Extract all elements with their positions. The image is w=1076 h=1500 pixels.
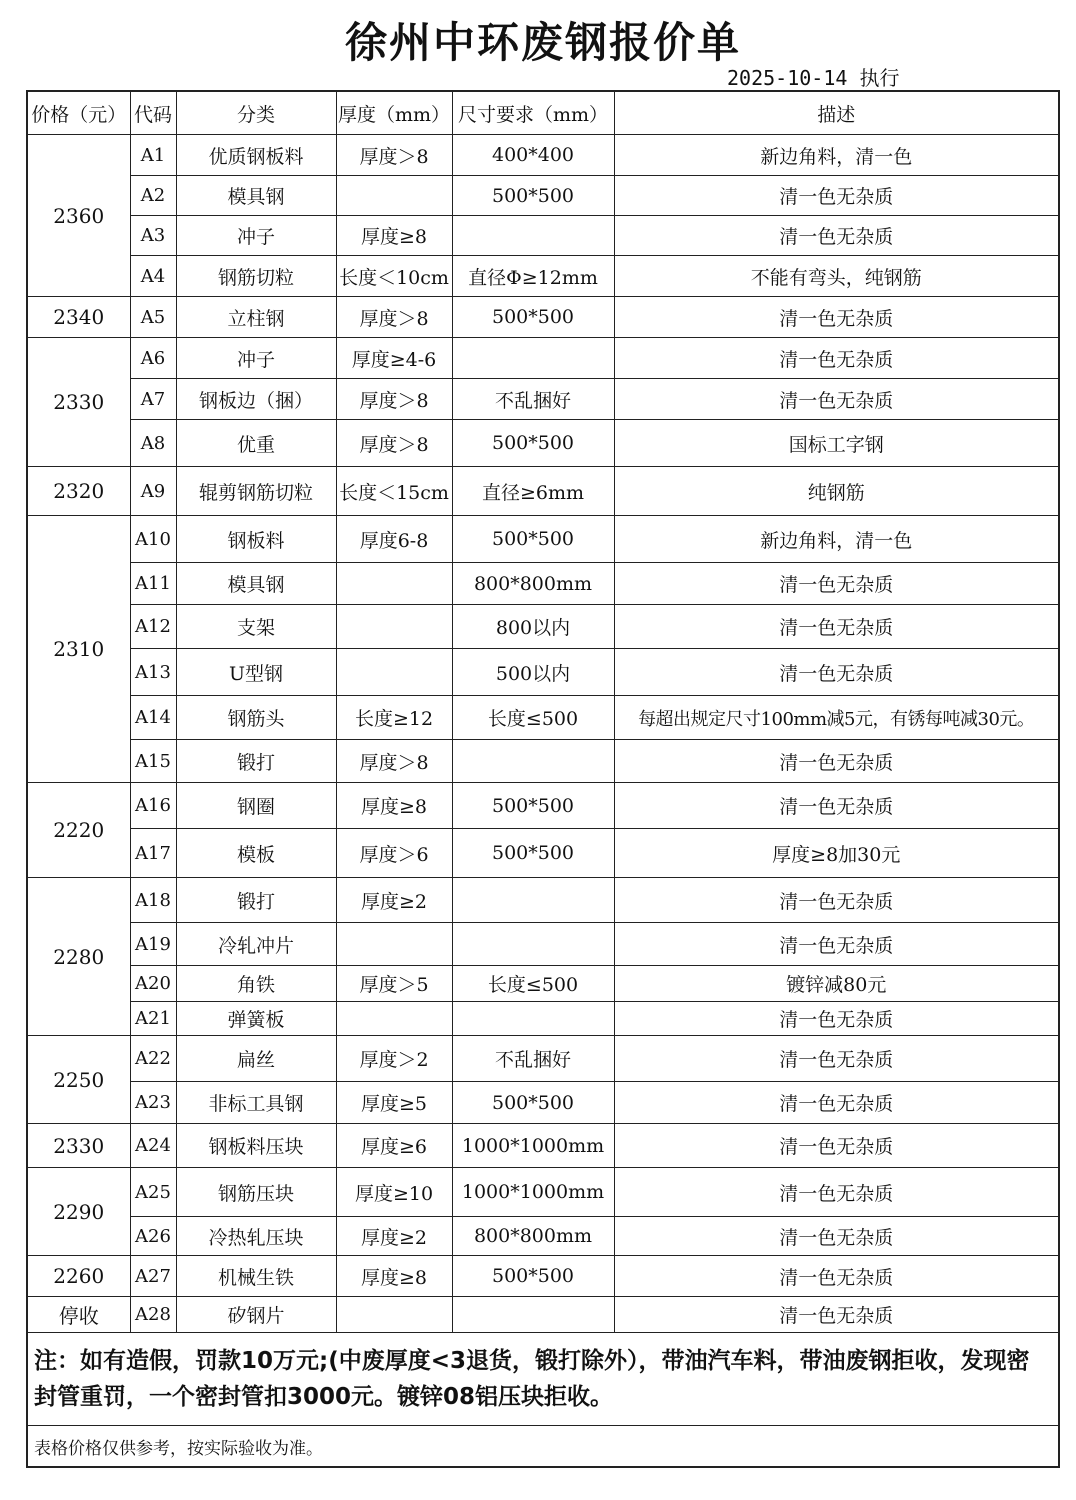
thickness-cell: 厚度＞2 — [336, 1036, 452, 1082]
page-title: 徐州中环废钢报价单 — [344, 18, 741, 67]
desc-cell: 新边角料，清一色 — [614, 516, 1059, 563]
price-cell: 2250 — [27, 1036, 130, 1124]
code-cell: A27 — [130, 1256, 176, 1297]
desc-cell: 清一色无杂质 — [614, 1217, 1059, 1256]
category-cell: U型钢 — [176, 649, 336, 696]
table-row — [27, 176, 1059, 216]
category-cell: 机械生铁 — [176, 1256, 336, 1297]
table-row — [27, 216, 1059, 256]
table-row — [27, 829, 1059, 878]
price-cell: 停收 — [27, 1297, 130, 1333]
thickness-cell: 厚度＞5 — [336, 966, 452, 1002]
table-row — [27, 563, 1059, 605]
header-category: 分类 — [176, 91, 336, 135]
size-cell: 500*500 — [452, 1082, 614, 1124]
code-cell: A7 — [130, 379, 176, 420]
size-cell: 长度≤500 — [452, 696, 614, 740]
desc-cell: 清一色无杂质 — [614, 783, 1059, 829]
note-row — [27, 1333, 1059, 1426]
code-cell: A9 — [130, 467, 176, 516]
price-table-body — [27, 135, 1059, 1333]
table-row — [27, 420, 1059, 467]
thickness-cell: 厚度≥5 — [336, 1082, 452, 1124]
desc-cell: 清一色无杂质 — [614, 1124, 1059, 1168]
code-cell: A4 — [130, 256, 176, 297]
header-price: 价格（元） — [27, 91, 130, 135]
code-cell: A5 — [130, 297, 176, 338]
price-cell: 2330 — [27, 1124, 130, 1168]
code-cell: A3 — [130, 216, 176, 256]
table-row — [27, 1082, 1059, 1124]
desc-cell: 清一色无杂质 — [614, 338, 1059, 379]
table-row — [27, 783, 1059, 829]
price-cell: 2290 — [27, 1168, 130, 1256]
thickness-cell: 厚度＞6 — [336, 829, 452, 878]
category-cell: 冲子 — [176, 216, 336, 256]
thickness-cell: 厚度≥8 — [336, 1256, 452, 1297]
thickness-cell: 厚度≥8 — [336, 216, 452, 256]
table-row — [27, 740, 1059, 783]
category-cell: 钢板边（捆） — [176, 379, 336, 420]
thickness-cell: 长度≥12 — [336, 696, 452, 740]
thickness-cell — [336, 1297, 452, 1333]
size-cell: 400*400 — [452, 135, 614, 176]
code-cell: A25 — [130, 1168, 176, 1217]
thickness-cell: 长度＜10cm — [336, 256, 452, 297]
desc-cell: 不能有弯头，纯钢筋 — [614, 256, 1059, 297]
category-cell: 锻打 — [176, 878, 336, 923]
code-cell: A28 — [130, 1297, 176, 1333]
table-row — [27, 923, 1059, 966]
table-row — [27, 467, 1059, 516]
category-cell: 冷热轧压块 — [176, 1217, 336, 1256]
note-text: 注：如有造假，罚款10万元;(中废厚度<3退货，锻打除外），带油汽车料，带油废钢拒收，发现密封管重罚，一个密封管扣3000元。镀锌08铝压块拒收。 — [27, 1333, 1059, 1426]
size-cell: 800以内 — [452, 605, 614, 649]
thickness-cell: 厚度≥4-6 — [336, 338, 452, 379]
size-cell: 500*500 — [452, 829, 614, 878]
size-cell — [452, 878, 614, 923]
size-cell: 1000*1000mm — [452, 1168, 614, 1217]
code-cell: A17 — [130, 829, 176, 878]
thickness-cell: 厚度≥2 — [336, 878, 452, 923]
price-table — [26, 90, 1060, 1468]
size-cell: 不乱捆好 — [452, 379, 614, 420]
thickness-cell: 厚度＞8 — [336, 379, 452, 420]
size-cell: 800*800mm — [452, 563, 614, 605]
desc-cell: 清一色无杂质 — [614, 1168, 1059, 1217]
category-cell: 模板 — [176, 829, 336, 878]
code-cell: A8 — [130, 420, 176, 467]
code-cell: A11 — [130, 563, 176, 605]
category-cell: 弹簧板 — [176, 1002, 336, 1036]
table-row — [27, 878, 1059, 923]
header-desc: 描述 — [614, 91, 1059, 135]
price-cell: 2280 — [27, 878, 130, 1036]
thickness-cell: 厚度＞8 — [336, 135, 452, 176]
thickness-cell — [336, 923, 452, 966]
table-row — [27, 1217, 1059, 1256]
footer-row — [27, 1426, 1059, 1468]
size-cell: 500*500 — [452, 297, 614, 338]
table-row — [27, 256, 1059, 297]
desc-cell: 镀锌减80元 — [614, 966, 1059, 1002]
thickness-cell — [336, 563, 452, 605]
code-cell: A2 — [130, 176, 176, 216]
table-row — [27, 1002, 1059, 1036]
category-cell: 冲子 — [176, 338, 336, 379]
size-cell: 500*500 — [452, 516, 614, 563]
header-thickness: 厚度（mm） — [336, 91, 452, 135]
table-row — [27, 338, 1059, 379]
table-row — [27, 1168, 1059, 1217]
size-cell — [452, 338, 614, 379]
code-cell: A16 — [130, 783, 176, 829]
code-cell: A22 — [130, 1036, 176, 1082]
desc-cell: 清一色无杂质 — [614, 740, 1059, 783]
category-cell: 钢板料 — [176, 516, 336, 563]
table-row — [27, 1036, 1059, 1082]
footer-text: 表格价格仅供参考，按实际验收为准。 — [27, 1426, 1059, 1468]
price-cell: 2360 — [27, 135, 130, 297]
code-cell: A26 — [130, 1217, 176, 1256]
desc-cell: 厚度≥8加30元 — [614, 829, 1059, 878]
price-cell: 2310 — [27, 516, 130, 783]
desc-cell: 清一色无杂质 — [614, 923, 1059, 966]
size-cell: 500*500 — [452, 176, 614, 216]
category-cell: 钢圈 — [176, 783, 336, 829]
code-cell: A10 — [130, 516, 176, 563]
size-cell: 500以内 — [452, 649, 614, 696]
table-row — [27, 516, 1059, 563]
thickness-cell: 厚度＞8 — [336, 740, 452, 783]
table-row — [27, 696, 1059, 740]
desc-cell: 清一色无杂质 — [614, 605, 1059, 649]
desc-cell: 清一色无杂质 — [614, 563, 1059, 605]
desc-cell: 清一色无杂质 — [614, 379, 1059, 420]
price-cell: 2330 — [27, 338, 130, 467]
thickness-cell: 厚度≥2 — [336, 1217, 452, 1256]
size-cell: 500*500 — [452, 1256, 614, 1297]
size-cell: 500*500 — [452, 420, 614, 467]
desc-cell: 纯钢筋 — [614, 467, 1059, 516]
size-cell — [452, 1002, 614, 1036]
desc-cell: 清一色无杂质 — [614, 649, 1059, 696]
code-cell: A19 — [130, 923, 176, 966]
price-cell: 2320 — [27, 467, 130, 516]
thickness-cell — [336, 649, 452, 696]
category-cell: 辊剪钢筋切粒 — [176, 467, 336, 516]
size-cell: 800*800mm — [452, 1217, 614, 1256]
thickness-cell: 厚度6-8 — [336, 516, 452, 563]
thickness-cell: 厚度≥6 — [336, 1124, 452, 1168]
desc-cell: 清一色无杂质 — [614, 1297, 1059, 1333]
category-cell: 扁丝 — [176, 1036, 336, 1082]
thickness-cell: 厚度≥8 — [336, 783, 452, 829]
category-cell: 钢筋头 — [176, 696, 336, 740]
category-cell: 冷轧冲片 — [176, 923, 336, 966]
table-row — [27, 649, 1059, 696]
code-cell: A21 — [130, 1002, 176, 1036]
table-row — [27, 605, 1059, 649]
category-cell: 非标工具钢 — [176, 1082, 336, 1124]
code-cell: A15 — [130, 740, 176, 783]
thickness-cell — [336, 605, 452, 649]
category-cell: 模具钢 — [176, 176, 336, 216]
header-code: 代码 — [130, 91, 176, 135]
desc-cell: 清一色无杂质 — [614, 1256, 1059, 1297]
table-row — [27, 379, 1059, 420]
table-row — [27, 1256, 1059, 1297]
price-cell: 2340 — [27, 297, 130, 338]
effective-date: 2025-10-14 执行 — [727, 66, 900, 90]
size-cell — [452, 1297, 614, 1333]
code-cell: A14 — [130, 696, 176, 740]
category-cell: 优重 — [176, 420, 336, 467]
table-row — [27, 297, 1059, 338]
code-cell: A13 — [130, 649, 176, 696]
price-cell: 2220 — [27, 783, 130, 878]
code-cell: A6 — [130, 338, 176, 379]
desc-cell: 清一色无杂质 — [614, 216, 1059, 256]
size-cell: 直径≥6mm — [452, 467, 614, 516]
code-cell: A23 — [130, 1082, 176, 1124]
size-cell: 500*500 — [452, 783, 614, 829]
table-header-row — [27, 91, 1059, 135]
size-cell — [452, 923, 614, 966]
category-cell: 钢筋切粒 — [176, 256, 336, 297]
desc-cell: 清一色无杂质 — [614, 878, 1059, 923]
thickness-cell: 厚度＞8 — [336, 420, 452, 467]
category-cell: 模具钢 — [176, 563, 336, 605]
thickness-cell — [336, 176, 452, 216]
thickness-cell — [336, 1002, 452, 1036]
code-cell: A24 — [130, 1124, 176, 1168]
size-cell — [452, 216, 614, 256]
desc-cell: 国标工字钢 — [614, 420, 1059, 467]
desc-cell: 清一色无杂质 — [614, 1002, 1059, 1036]
thickness-cell: 厚度＞8 — [336, 297, 452, 338]
size-cell: 直径Φ≥12mm — [452, 256, 614, 297]
size-cell: 1000*1000mm — [452, 1124, 614, 1168]
header-size: 尺寸要求（mm） — [452, 91, 614, 135]
category-cell: 支架 — [176, 605, 336, 649]
desc-cell: 每超出规定尺寸100mm减5元，有锈每吨减30元。 — [614, 696, 1059, 740]
code-cell: A20 — [130, 966, 176, 1002]
price-cell: 2260 — [27, 1256, 130, 1297]
desc-cell: 清一色无杂质 — [614, 297, 1059, 338]
size-cell: 长度≤500 — [452, 966, 614, 1002]
category-cell: 钢板料压块 — [176, 1124, 336, 1168]
table-row — [27, 1297, 1059, 1333]
desc-cell: 清一色无杂质 — [614, 1036, 1059, 1082]
desc-cell: 清一色无杂质 — [614, 176, 1059, 216]
code-cell: A18 — [130, 878, 176, 923]
code-cell: A1 — [130, 135, 176, 176]
category-cell: 立柱钢 — [176, 297, 336, 338]
thickness-cell: 厚度≥10 — [336, 1168, 452, 1217]
desc-cell: 清一色无杂质 — [614, 1082, 1059, 1124]
table-row — [27, 1124, 1059, 1168]
category-cell: 优质钢板料 — [176, 135, 336, 176]
category-cell: 钢筋压块 — [176, 1168, 336, 1217]
category-cell: 角铁 — [176, 966, 336, 1002]
category-cell: 锻打 — [176, 740, 336, 783]
category-cell: 矽钢片 — [176, 1297, 336, 1333]
size-cell: 不乱捆好 — [452, 1036, 614, 1082]
table-row — [27, 966, 1059, 1002]
code-cell: A12 — [130, 605, 176, 649]
size-cell — [452, 740, 614, 783]
thickness-cell: 长度＜15cm — [336, 467, 452, 516]
table-row — [27, 135, 1059, 176]
desc-cell: 新边角料，清一色 — [614, 135, 1059, 176]
